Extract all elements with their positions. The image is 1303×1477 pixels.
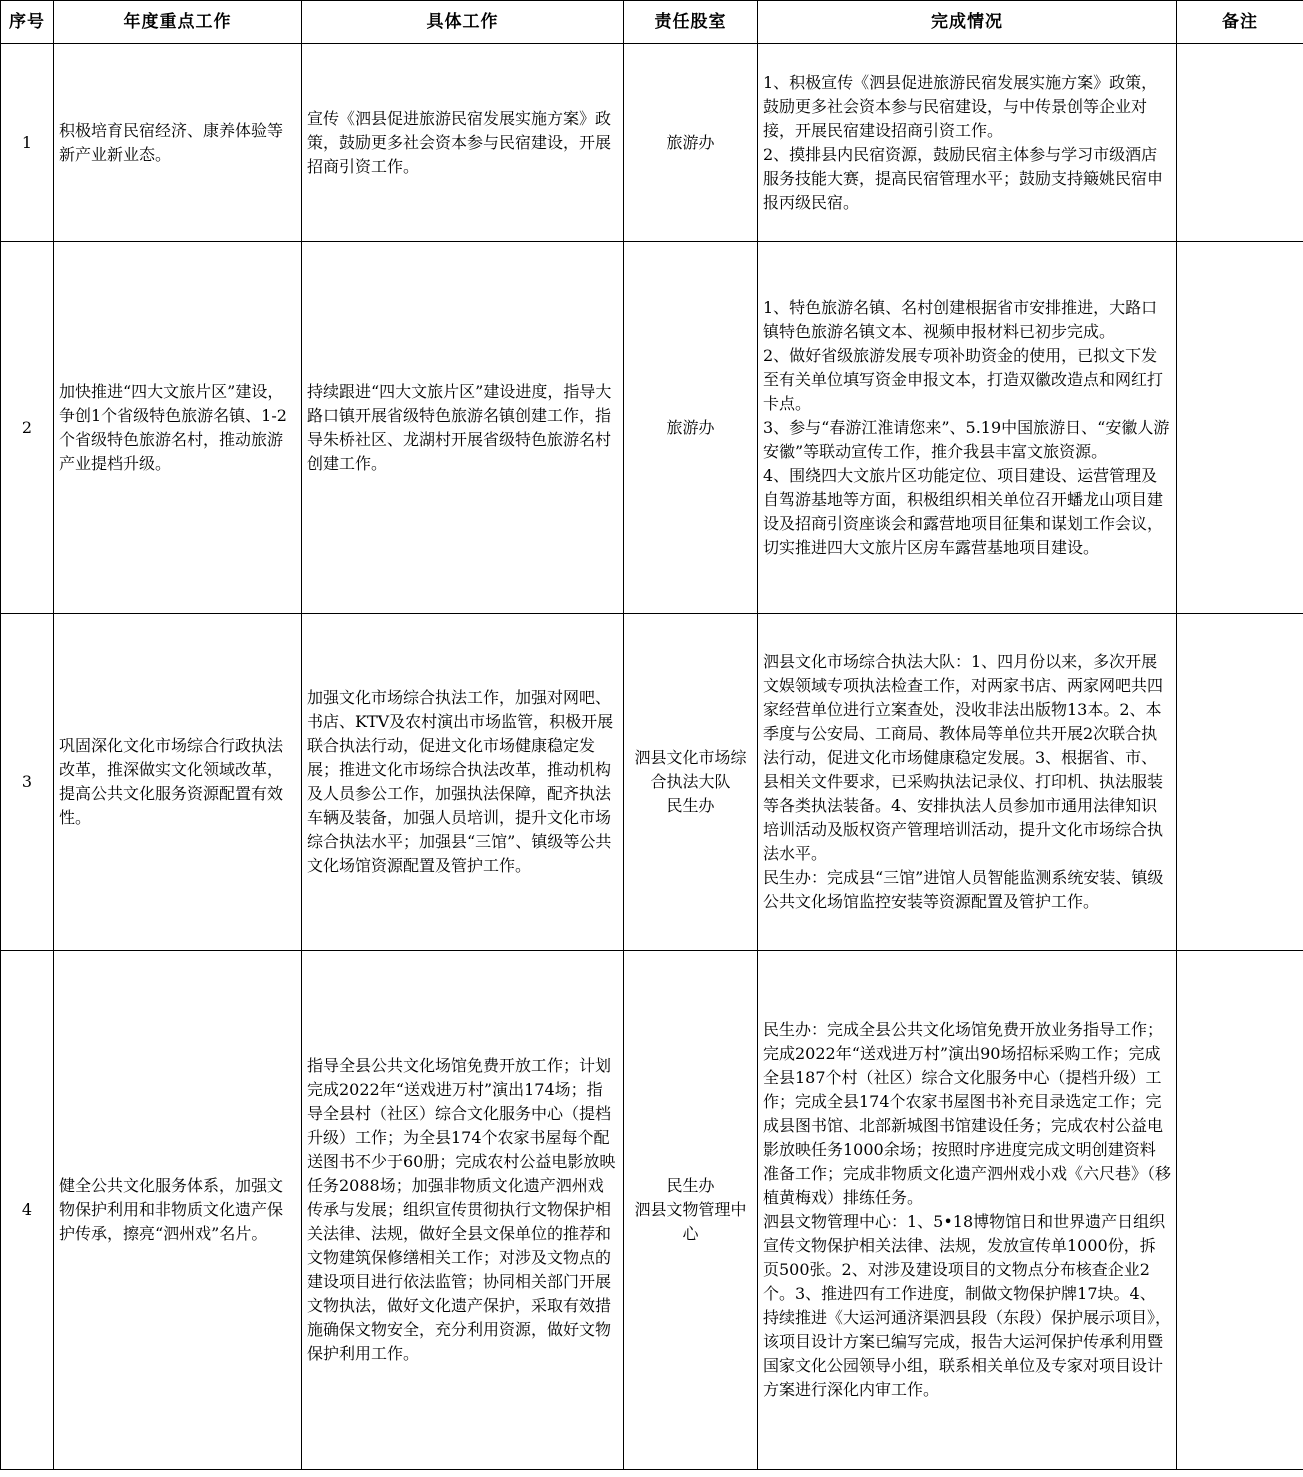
dept-name: 旅游办: [666, 417, 715, 437]
status-item: 1、特色旅游名镇、名村创建根据省市安排推进，大路口镇特色旅游名镇文本、视频申报材料已初步完成。: [763, 297, 1158, 341]
cell-key-work: 加快推进“四大文旅片区”建设，争创1个省级特色旅游名镇、1-2个省级特色旅游名村，推动旅游产业提档升级。: [54, 242, 302, 614]
dept-name: 民生办: [666, 796, 715, 815]
cell-task: 指导全县公共文化场馆免费开放工作；计划完成2022年“送戏进万村”演出174场；指导全县村（社区）综合文化服务中心（提档升级）工作；为全县174个农家书屋每个配送图书不少于60册；完成农村公益电影放映任务2088场；加强非物质文化遗产泗州戏传承与发展；组织宣传贯彻执行文物保护相关法律、法规，做好全县文保单位的推荐和文物建筑保修缮相关工作；对涉及文物点的建设项目进行依法监管；协同相关部门开展文物执法，做好文化遗产保护，采取有效措施确保文物安全，充分利用资源，做好文物保护利用工作。: [302, 951, 624, 1470]
status-item: 2、摸排县内民宿资源，鼓励民宿主体参与学习市级酒店服务技能大赛，提高民宿管理水平；鼓励支持簸姚民宿申报丙级民宿。: [763, 144, 1164, 212]
status-item: 泗县文化市场综合执法大队：1、四月份以来，多次开展文娱领域专项执法检查工作，对两家书店、两家网吧共四家经营单位进行立案查处，没收非法出版物13本。2、本季度与公安局、工商局、教体局等单位共开展2次联合执法行动，促进文化市场健康稳定发展。3、根据省、市、县相关文件要求，已采购执法记录仪、打印机、执法服装等各类执法装备。4、安排执法人员参加市通用法律知识培训活动及版权资产管理培训活动，提升文化市场综合执法水平。: [763, 652, 1164, 863]
header-task: 具体工作: [302, 1, 624, 44]
status-item: 2、做好省级旅游发展专项补助资金的使用，已拟文下发至有关单位填写资金申报文本，打造双徽改造点和网红打卡点。: [763, 345, 1164, 413]
cell-no: 3: [1, 614, 54, 951]
table-row: [1, 614, 1303, 951]
cell-no: 2: [1, 242, 54, 614]
status-item: 民生办：完成全县公共文化场馆免费开放业务指导工作；完成2022年“送戏进万村”演出90场招标采购工作；完成全县187个村（社区）综合文化服务中心（提档升级）工作；完成全县174个农家书屋图书补充目录选定工作；完成县图书馆、北部新城图书馆建设任务；完成农村公益电影放映任务1000余场；按照时序进度完成文明创建资料准备工作；完成非物质文化遗产泗州戏小戏《六尺巷》（移植黄梅戏）排练任务。: [763, 1020, 1172, 1207]
cell-task: 宣传《泗县促进旅游民宿发展实施方案》政策，鼓励更多社会资本参与民宿建设，开展招商引资工作。: [302, 44, 624, 242]
table-row: [1, 242, 1303, 614]
status-item: 4、围绕四大文旅片区功能定位、项目建设、运营管理及自驾游基地等方面，积极组织相关单位召开蟠龙山项目建设及招商引资座谈会和露营地项目征集和谋划工作会议，切实推进四大文旅片区房车露营基地项目建设。: [763, 465, 1164, 557]
cell-key-work: 积极培育民宿经济、康养体验等新产业新业态。: [54, 44, 302, 242]
header-status: 完成情况: [758, 1, 1177, 44]
dept-name: 泗县文化市场综合执法大队: [634, 748, 747, 791]
cell-key-work: 巩固深化文化市场综合行政执法改革，推深做实文化领域改革，提高公共文化服务资源配置有效性。: [54, 614, 302, 951]
cell-remark: [1177, 242, 1303, 614]
header-dept: 责任股室: [624, 1, 758, 44]
cell-dept: [624, 44, 758, 242]
table-row: [1, 44, 1303, 242]
cell-status: [758, 951, 1177, 1470]
cell-status: [758, 44, 1177, 242]
cell-key-work: 健全公共文化服务体系，加强文物保护利用和非物质文化遗产保护传承，擦亮“泗州戏”名片。: [54, 951, 302, 1470]
cell-remark: [1177, 951, 1303, 1470]
cell-status: [758, 614, 1177, 951]
cell-dept: [624, 242, 758, 614]
header-no: 序号: [1, 1, 54, 44]
dept-name: 旅游办: [666, 132, 715, 152]
status-item: 民生办：完成县“三馆”进馆人员智能监测系统安装、镇级公共文化场馆监控安装等资源配置及管护工作。: [763, 868, 1164, 911]
cell-remark: [1177, 44, 1303, 242]
dept-name: 泗县文物管理中心: [634, 1200, 747, 1243]
status-item: 泗县文物管理中心：1、5•18博物馆日和世界遗产日组织宣传文物保护相关法律、法规，发放宣传单1000份，拆页500张。2、对涉及建设项目的文物点分布核查企业2个。3、推进四有工作进度，制做文物保护牌17块。4、持续推进《大运河通济渠泗县段（东段）保护展示项目》，该项目设计方案已编写完成，报告大运河保护传承利用暨国家文化公园领导小组，联系相关单位及专家对项目设计方案进行深化内审工作。: [763, 1212, 1172, 1399]
header-key-work: 年度重点工作: [54, 1, 302, 44]
cell-dept: [624, 951, 758, 1470]
cell-task: 加强文化市场综合执法工作，加强对网吧、书店、KTV及农村演出市场监管，积极开展联合执法行动，促进文化市场健康稳定发展；推进文化市场综合执法改革，推动机构及人员参公工作，加强执法保障，配齐执法车辆及装备，加强人员培训，提升文化市场综合执法水平；加强县“三馆”、镇级等公共文化场馆资源配置及管护工作。: [302, 614, 624, 951]
cell-task: 持续跟进“四大文旅片区”建设进度，指导大路口镇开展省级特色旅游名镇创建工作，指导朱桥社区、龙湖村开展省级特色旅游名村创建工作。: [302, 242, 624, 614]
cell-status: [758, 242, 1177, 614]
status-item: 1、积极宣传《泗县促进旅游民宿发展实施方案》政策，鼓励更多社会资本参与民宿建设，与中传景创等企业对接，开展民宿建设招商引资工作。: [763, 72, 1158, 140]
table-header-row: [1, 1, 1303, 44]
cell-no: 1: [1, 44, 54, 242]
cell-no: 4: [1, 951, 54, 1470]
dept-name: 民生办: [666, 1176, 715, 1195]
status-item: 3、参与“春游江淮请您来”、5.19中国旅游日、“安徽人游安徽”等联动宣传工作，推介我县丰富文旅资源。: [763, 417, 1170, 461]
table-row: [1, 951, 1303, 1470]
cell-remark: [1177, 614, 1303, 951]
header-remark: 备注: [1177, 1, 1303, 44]
cell-dept: [624, 614, 758, 951]
